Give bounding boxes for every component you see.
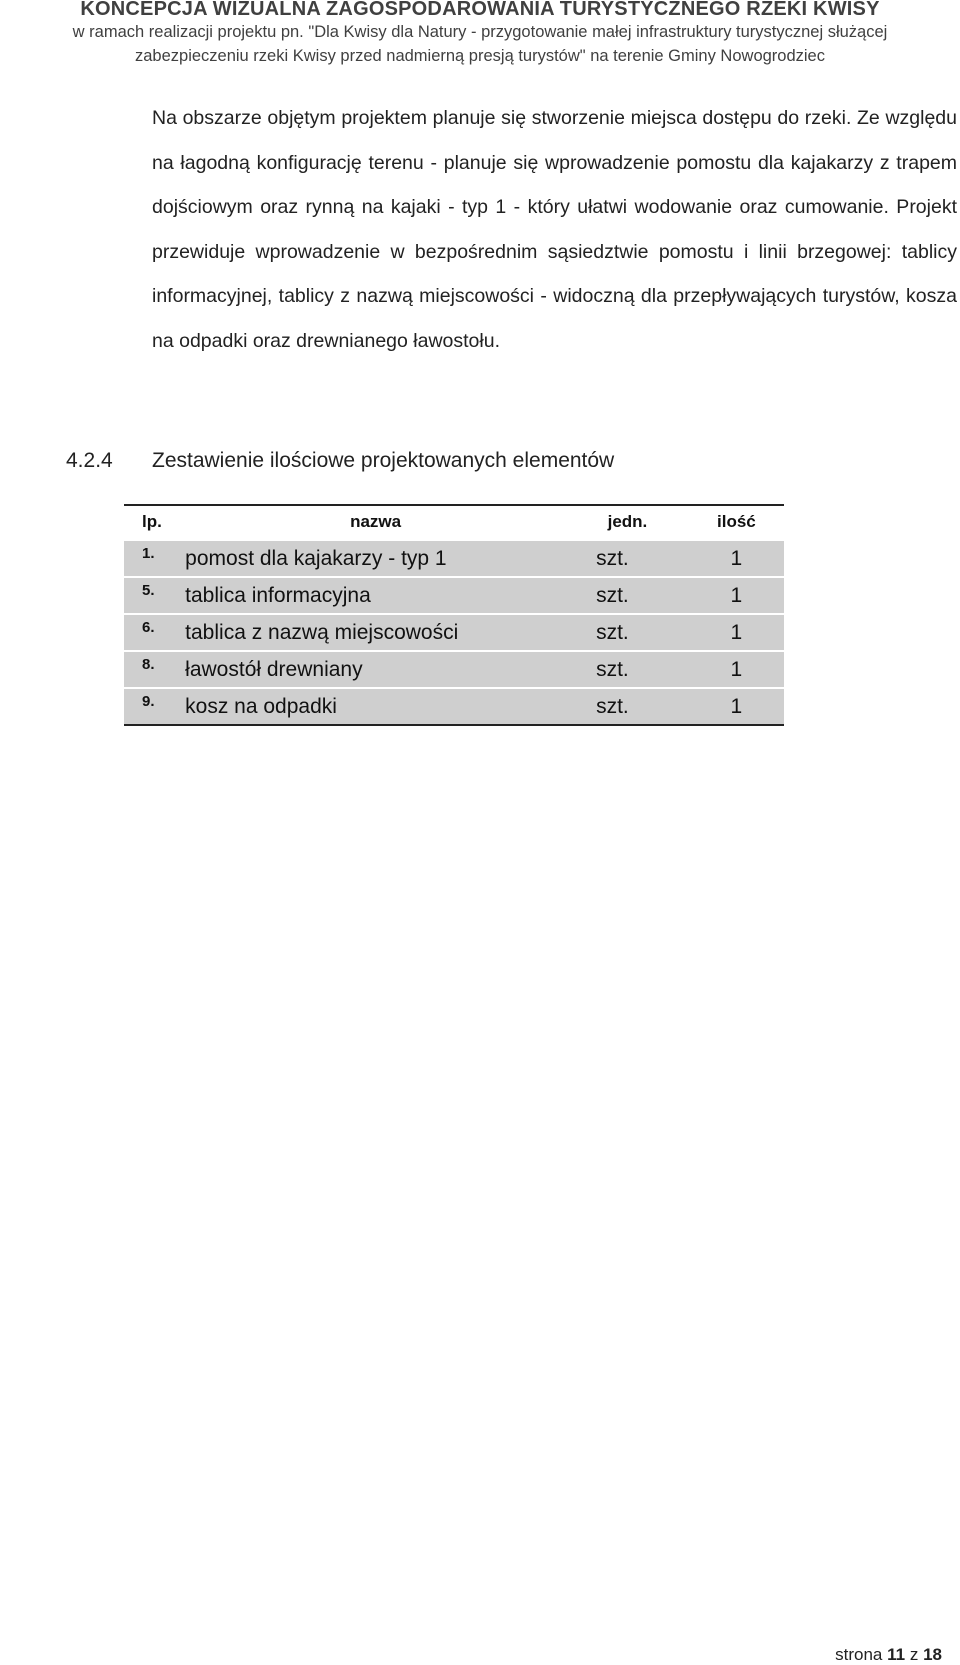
document-subtitle-line-2: zabezpieczeniu rzeki Kwisy przed nadmierną presją turystów" na terenie Gminy Nowogrodziec (134, 47, 825, 65)
row-unit: szt. (566, 577, 689, 614)
row-qty: 1 (689, 540, 784, 578)
row-lp: 1. (124, 540, 185, 578)
row-name: ławostół drewniany (185, 651, 566, 688)
page-number-current: 11 (887, 1645, 906, 1664)
row-qty: 1 (689, 651, 784, 688)
document-subtitle-line-1: w ramach realizacji projektu pn. "Dla Kwisy dla Natury - przygotowanie małej infrastruktury turystycznej służącej (72, 23, 888, 41)
table-row (124, 614, 784, 651)
row-name: tablica informacyjna (185, 577, 566, 614)
section-number: 4.2.4 (66, 449, 113, 472)
row-lp: 9. (124, 688, 185, 725)
row-lp: 6. (124, 614, 185, 651)
row-unit: szt. (566, 651, 689, 688)
table-row (124, 540, 784, 578)
row-qty: 1 (689, 688, 784, 725)
table-header-row (124, 505, 784, 540)
section-title: Zestawienie ilościowe projektowanych elementów (152, 449, 615, 472)
page-number-separator: z (909, 1645, 919, 1664)
quantity-table (124, 504, 784, 726)
column-header-qty: ilość (689, 505, 784, 540)
document-title: KONCEPCJA WIZUALNA ZAGOSPODAROWANIA TURYSTYCZNEGO RZEKI KWISY (80, 0, 880, 20)
section-heading (66, 449, 614, 473)
row-unit: szt. (566, 688, 689, 725)
page-header (0, 0, 960, 68)
row-name: pomost dla kajakarzy - typ 1 (185, 540, 566, 578)
row-lp: 5. (124, 577, 185, 614)
description-paragraph: Na obszarze objętym projektem planuje się stworzenie miejsca dostępu do rzeki. Ze względu na łagodną konfigurację terenu - planuje się wprowadzenie pomostu dla kajakarzy z trapem dojściowym oraz rynną na kajaki - typ 1 - który ułatwi wodowanie oraz cumowanie. Projekt przewiduje wprowadzenie w bezpośrednim sąsiedztwie pomostu i linii brzegowej: tablicy informacyjnej, tablicy z nazwą miejscowości - widoczną dla przepływających turystów, kosza na odpadki oraz drewnianego ławostołu. (152, 107, 957, 352)
table-row (124, 577, 784, 614)
column-header-unit: jedn. (566, 505, 689, 540)
column-header-name: nazwa (185, 505, 566, 540)
row-lp: 8. (124, 651, 185, 688)
column-header-lp: lp. (124, 505, 185, 540)
page-number (835, 1645, 942, 1665)
page-number-total: 18 (923, 1645, 942, 1664)
row-name: kosz na odpadki (185, 688, 566, 725)
row-name: tablica z nazwą miejscowości (185, 614, 566, 651)
row-unit: szt. (566, 540, 689, 578)
row-qty: 1 (689, 614, 784, 651)
row-unit: szt. (566, 614, 689, 651)
page-number-prefix: strona (835, 1645, 883, 1664)
row-qty: 1 (689, 577, 784, 614)
table-row (124, 688, 784, 725)
table-row (124, 651, 784, 688)
